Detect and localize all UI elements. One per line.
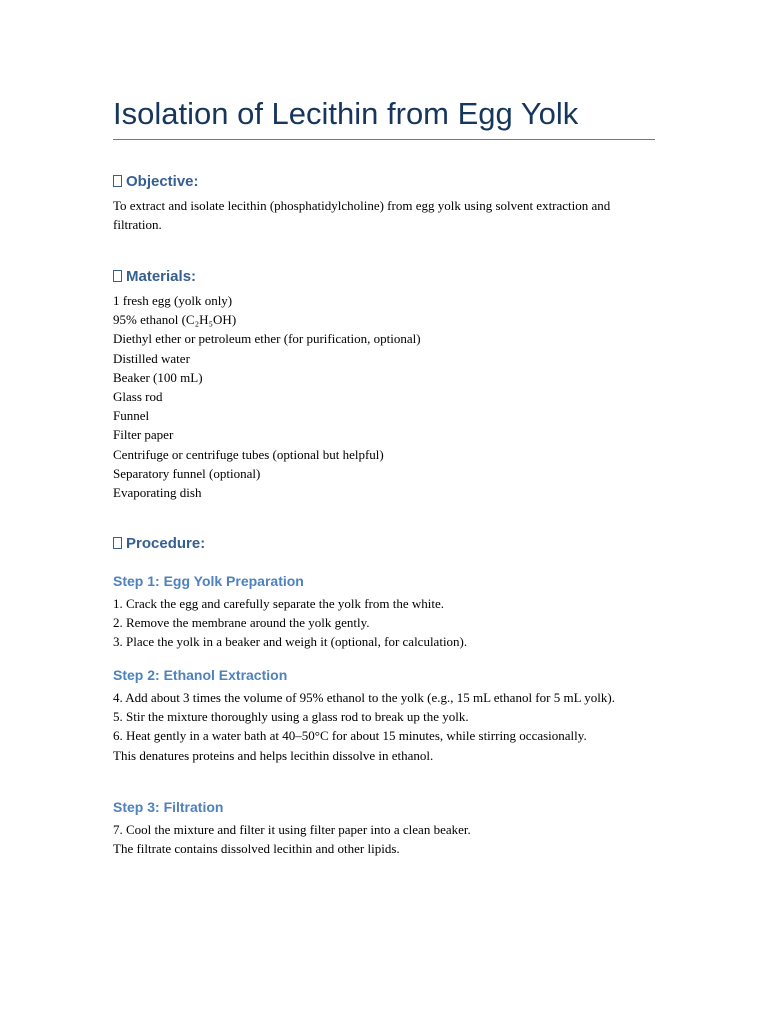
- missing-glyph-icon: [113, 537, 122, 549]
- list-item: Funnel: [113, 408, 150, 424]
- materials-list: [113, 291, 655, 502]
- step-1-list: [113, 594, 655, 652]
- list-item: 2. Remove the membrane around the yolk gently.: [113, 615, 370, 631]
- step-2-list: [113, 688, 655, 765]
- materials-heading: [113, 267, 196, 287]
- step-2-heading: Step 2: Ethanol Extraction: [113, 667, 288, 683]
- list-item: Centrifuge or centrifuge tubes (optional but helpful): [113, 446, 384, 462]
- list-item: Evaporating dish: [113, 485, 202, 501]
- list-item: Glass rod: [113, 389, 163, 405]
- objective-heading: [113, 172, 199, 192]
- list-item: 3. Place the yolk in a beaker and weigh it (optional, for calculation).: [113, 634, 468, 650]
- list-item: 1 fresh egg (yolk only): [113, 293, 233, 308]
- list-item: Separatory funnel (optional): [113, 465, 261, 481]
- objective-text: To extract and isolate lecithin (phosphatidylcholine) from egg yolk using solvent extraction and filtration.: [113, 198, 611, 233]
- materials-heading-label: Materials:: [126, 268, 197, 285]
- procedure-heading-label: Procedure:: [126, 535, 206, 552]
- list-item: Diethyl ether or petroleum ether (for purification, optional): [113, 331, 421, 347]
- objective-heading-label: Objective:: [126, 173, 199, 190]
- list-item: 7. Cool the mixture and filter it using filter paper into a clean beaker.: [113, 822, 471, 837]
- step-1-heading: Step 1: Egg Yolk Preparation: [113, 573, 304, 589]
- procedure-heading: [113, 534, 205, 554]
- step-3-list: [113, 820, 655, 858]
- list-item: 4. Add about 3 times the volume of 95% ethanol to the yolk (e.g., 15 mL ethanol for 5 mL yolk).: [113, 690, 615, 705]
- list-item: 5. Stir the mixture thoroughly using a glass rod to break up the yolk.: [113, 709, 469, 725]
- list-item: The filtrate contains dissolved lecithin and other lipids.: [113, 841, 400, 857]
- list-item: Distilled water: [113, 350, 190, 366]
- list-item: 6. Heat gently in a water bath at 40–50°C for about 15 minutes, while stirring occasionally.: [113, 728, 587, 744]
- list-item: 1. Crack the egg and carefully separate the yolk from the white.: [113, 596, 445, 611]
- missing-glyph-icon: [113, 270, 122, 282]
- document-title: Isolation of Lecithin from Egg Yolk: [113, 96, 579, 131]
- missing-glyph-icon: [113, 175, 122, 187]
- step-3-heading: Step 3: Filtration: [113, 799, 224, 815]
- title-underline: [113, 139, 655, 140]
- list-item: This denatures proteins and helps lecithin dissolve in ethanol.: [113, 747, 434, 763]
- list-item: Beaker (100 mL): [113, 369, 203, 385]
- list-item: Filter paper: [113, 427, 174, 443]
- list-item: 95% ethanol (C₂H₅OH): [113, 312, 237, 328]
